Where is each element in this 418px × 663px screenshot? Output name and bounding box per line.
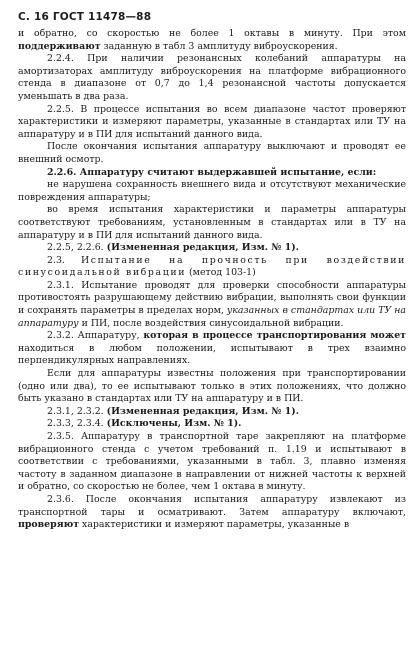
text-run: 2.3.5. Аппаратуру в транспортной таре закрепляют на платформе вибрационного стенда с учетом требований п. 1.19 и испытывают в соответствии с требованиями, указанными в табл. 3, плавно изменяя частоту в заданном диапазоне в направлении от нижней частоты к верхней и обратно, со скоростью не более, чем 1 октава в минуту. [18, 431, 406, 493]
paragraph [18, 494, 406, 532]
text-run: указанных в стандартах или ТУ на аппаратуру [18, 305, 407, 329]
text-run: проверяют [18, 519, 80, 531]
paragraph [18, 204, 406, 242]
text-run: и обратно, со скоростью не более 1 октавы в минуту. При этом [18, 28, 406, 39]
paragraph [18, 280, 406, 330]
text-run: 2.3.1. Испытание проводят для проверки способности аппаратуры противостоять разрушающему действию вибрации, выполнять свои функции и сохранять параметры в пределах норм, [18, 279, 406, 317]
text-run: 2.3.2. Аппаратуру, [47, 330, 144, 342]
text-run: 2.3.3, 2.3.4. [47, 418, 107, 430]
paragraph [18, 179, 406, 204]
text-run: (метод 103-1) [186, 267, 256, 279]
paragraph [18, 28, 406, 53]
paragraph [18, 104, 406, 142]
text-run: и ПИ, после воздействия синусоидальной вибрации. [78, 317, 344, 329]
text-run: 2.3.1, 2.3.2. [47, 405, 107, 417]
text-run: заданную в табл 3 амплитуду виброускорения. [100, 40, 338, 52]
page-header: С. 16 ГОСТ 11478—88 [18, 11, 152, 23]
text-run: 2.2.6. Аппаратуру считают выдержавшей испытание, если: [47, 166, 377, 178]
document-body [18, 28, 406, 532]
text-run: поддерживают [18, 40, 101, 52]
text-run: характеристики и измеряют параметры, указанные в [79, 519, 350, 531]
text-run: во время испытания характеристики и параметры аппаратуры соответствуют требованиям, установленным в стандартах или в ТУ на аппаратуру и в ПИ для испытаний данного вида. [18, 204, 406, 241]
paragraph [18, 141, 406, 166]
text-run: находиться в любом положении, испытывают в трех взаимно перпендикулярных направлениях. [18, 342, 406, 367]
text-run: После окончания испытания аппаратуру выключают и проводят ее внешний осмотр. [18, 141, 406, 165]
text-run: 2.2.4. При наличии резонансных колебаний аппаратуры на амортизаторах амплитуду виброускорения на платформе вибрационного стенда в диапазоне от 0,7 до 1,4 резонансной частоты допускается уменьшать в два раза. [18, 53, 406, 102]
paragraph [18, 368, 406, 406]
text-run: 2.3. [47, 254, 82, 266]
paragraph [18, 167, 406, 180]
text-run: (Измененная редакция, Изм. № 1). [106, 405, 299, 417]
text-run: (Исключены, Изм. № 1). [106, 418, 242, 430]
paragraph [18, 406, 406, 419]
text-run: не нарушена сохранность внешнего вида и отсутствуют механические повреждения аппаратуры; [18, 179, 406, 203]
paragraph [18, 431, 406, 494]
text-run: Испытание на прочность при воздействии синусоидальной вибрации [18, 254, 406, 279]
paragraph [18, 255, 406, 280]
text-run: 2.3.6. После окончания испытания аппаратуру извлекают из транспортной тары и осматривают. Затем аппаратуру включают, [18, 493, 406, 518]
text-run: 2.2.5, 2.2.6. [47, 242, 107, 254]
paragraph [18, 242, 406, 255]
document-page [18, 10, 406, 532]
paragraph [18, 330, 406, 368]
text-run: 2.2.5. В процессе испытания во всем диапазоне частот проверяют характеристики и измеряют параметры, указанные в стандартах или ТУ на аппаратуру и в ПИ для испытаний данного вида. [18, 103, 406, 140]
paragraph [18, 418, 406, 431]
text-run: которая в процессе транспортирования может [143, 330, 406, 342]
text-run: (Измененная редакция, Изм. № 1). [106, 242, 299, 254]
text-run: Если для аппаратуры известны положения при транспортировании (одно или два), то ее испытывают только в этих положениях, что должно быть указано в стандартах или ТУ на аппаратуру и в ПИ. [18, 368, 406, 405]
paragraph [18, 53, 406, 103]
